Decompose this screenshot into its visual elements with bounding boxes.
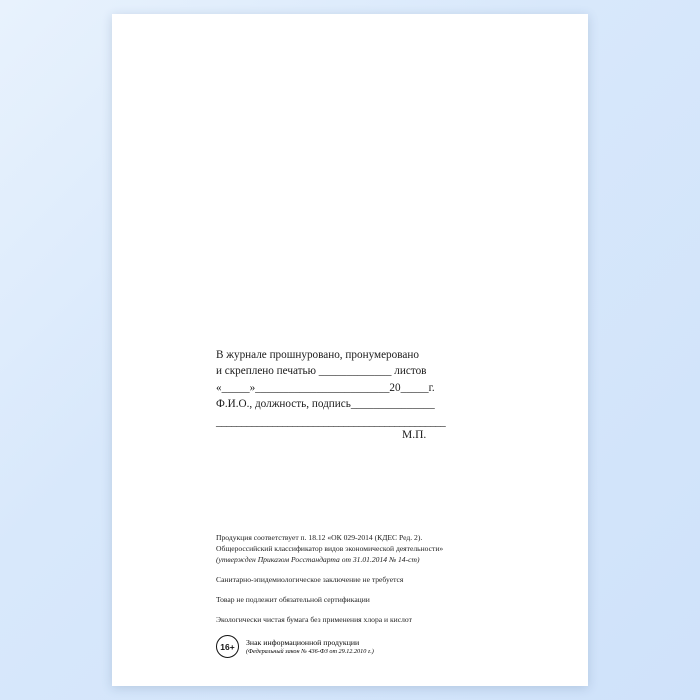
legal-paragraph-3: Товар не подлежит обязательной сертификации (216, 595, 370, 605)
certification-line-5: _____________________________________________ (216, 415, 446, 428)
certification-line-4: Ф.И.О., должность, подпись_______________ (216, 398, 435, 411)
legal-paragraph-1 (216, 533, 556, 565)
document-page (112, 14, 588, 686)
age-mark-text (246, 636, 374, 656)
age-mark-subtitle: (Федеральный закон № 436-ФЗ от 29.12.2010 г.) (246, 648, 374, 656)
legal-block (216, 533, 556, 635)
legal-paragraph-1-line-3: (утвержден Приказом Росстандарта от 31.01.2014 № 14-ст) (216, 554, 420, 564)
legal-paragraph-1-line-2: Общероссийский классификатор видов экономической деятельности» (216, 543, 444, 553)
age-rating-badge: 16+ (216, 635, 239, 658)
age-mark (216, 636, 374, 658)
legal-paragraph-4: Экологически чистая бумага без применения хлора и кислот (216, 615, 412, 625)
certification-line-1: В журнале прошнуровано, пронумеровано (216, 349, 419, 361)
seal-label: М.П. (402, 429, 427, 441)
certification-line-3: «_____»________________________20_____г. (216, 381, 435, 394)
certification-block (216, 347, 546, 430)
page-content (112, 14, 588, 686)
legal-paragraph-1-line-1: Продукция соответствует п. 18.12 «ОК 029-2014 (КДЕС Ред. 2). (216, 533, 423, 542)
legal-paragraph-2: Санитарно-эпидемиологическое заключение не требуется (216, 575, 404, 585)
age-mark-title: Знак информационной продукции (246, 638, 360, 647)
certification-line-2: и скреплено печатью _____________ листов (216, 365, 427, 378)
